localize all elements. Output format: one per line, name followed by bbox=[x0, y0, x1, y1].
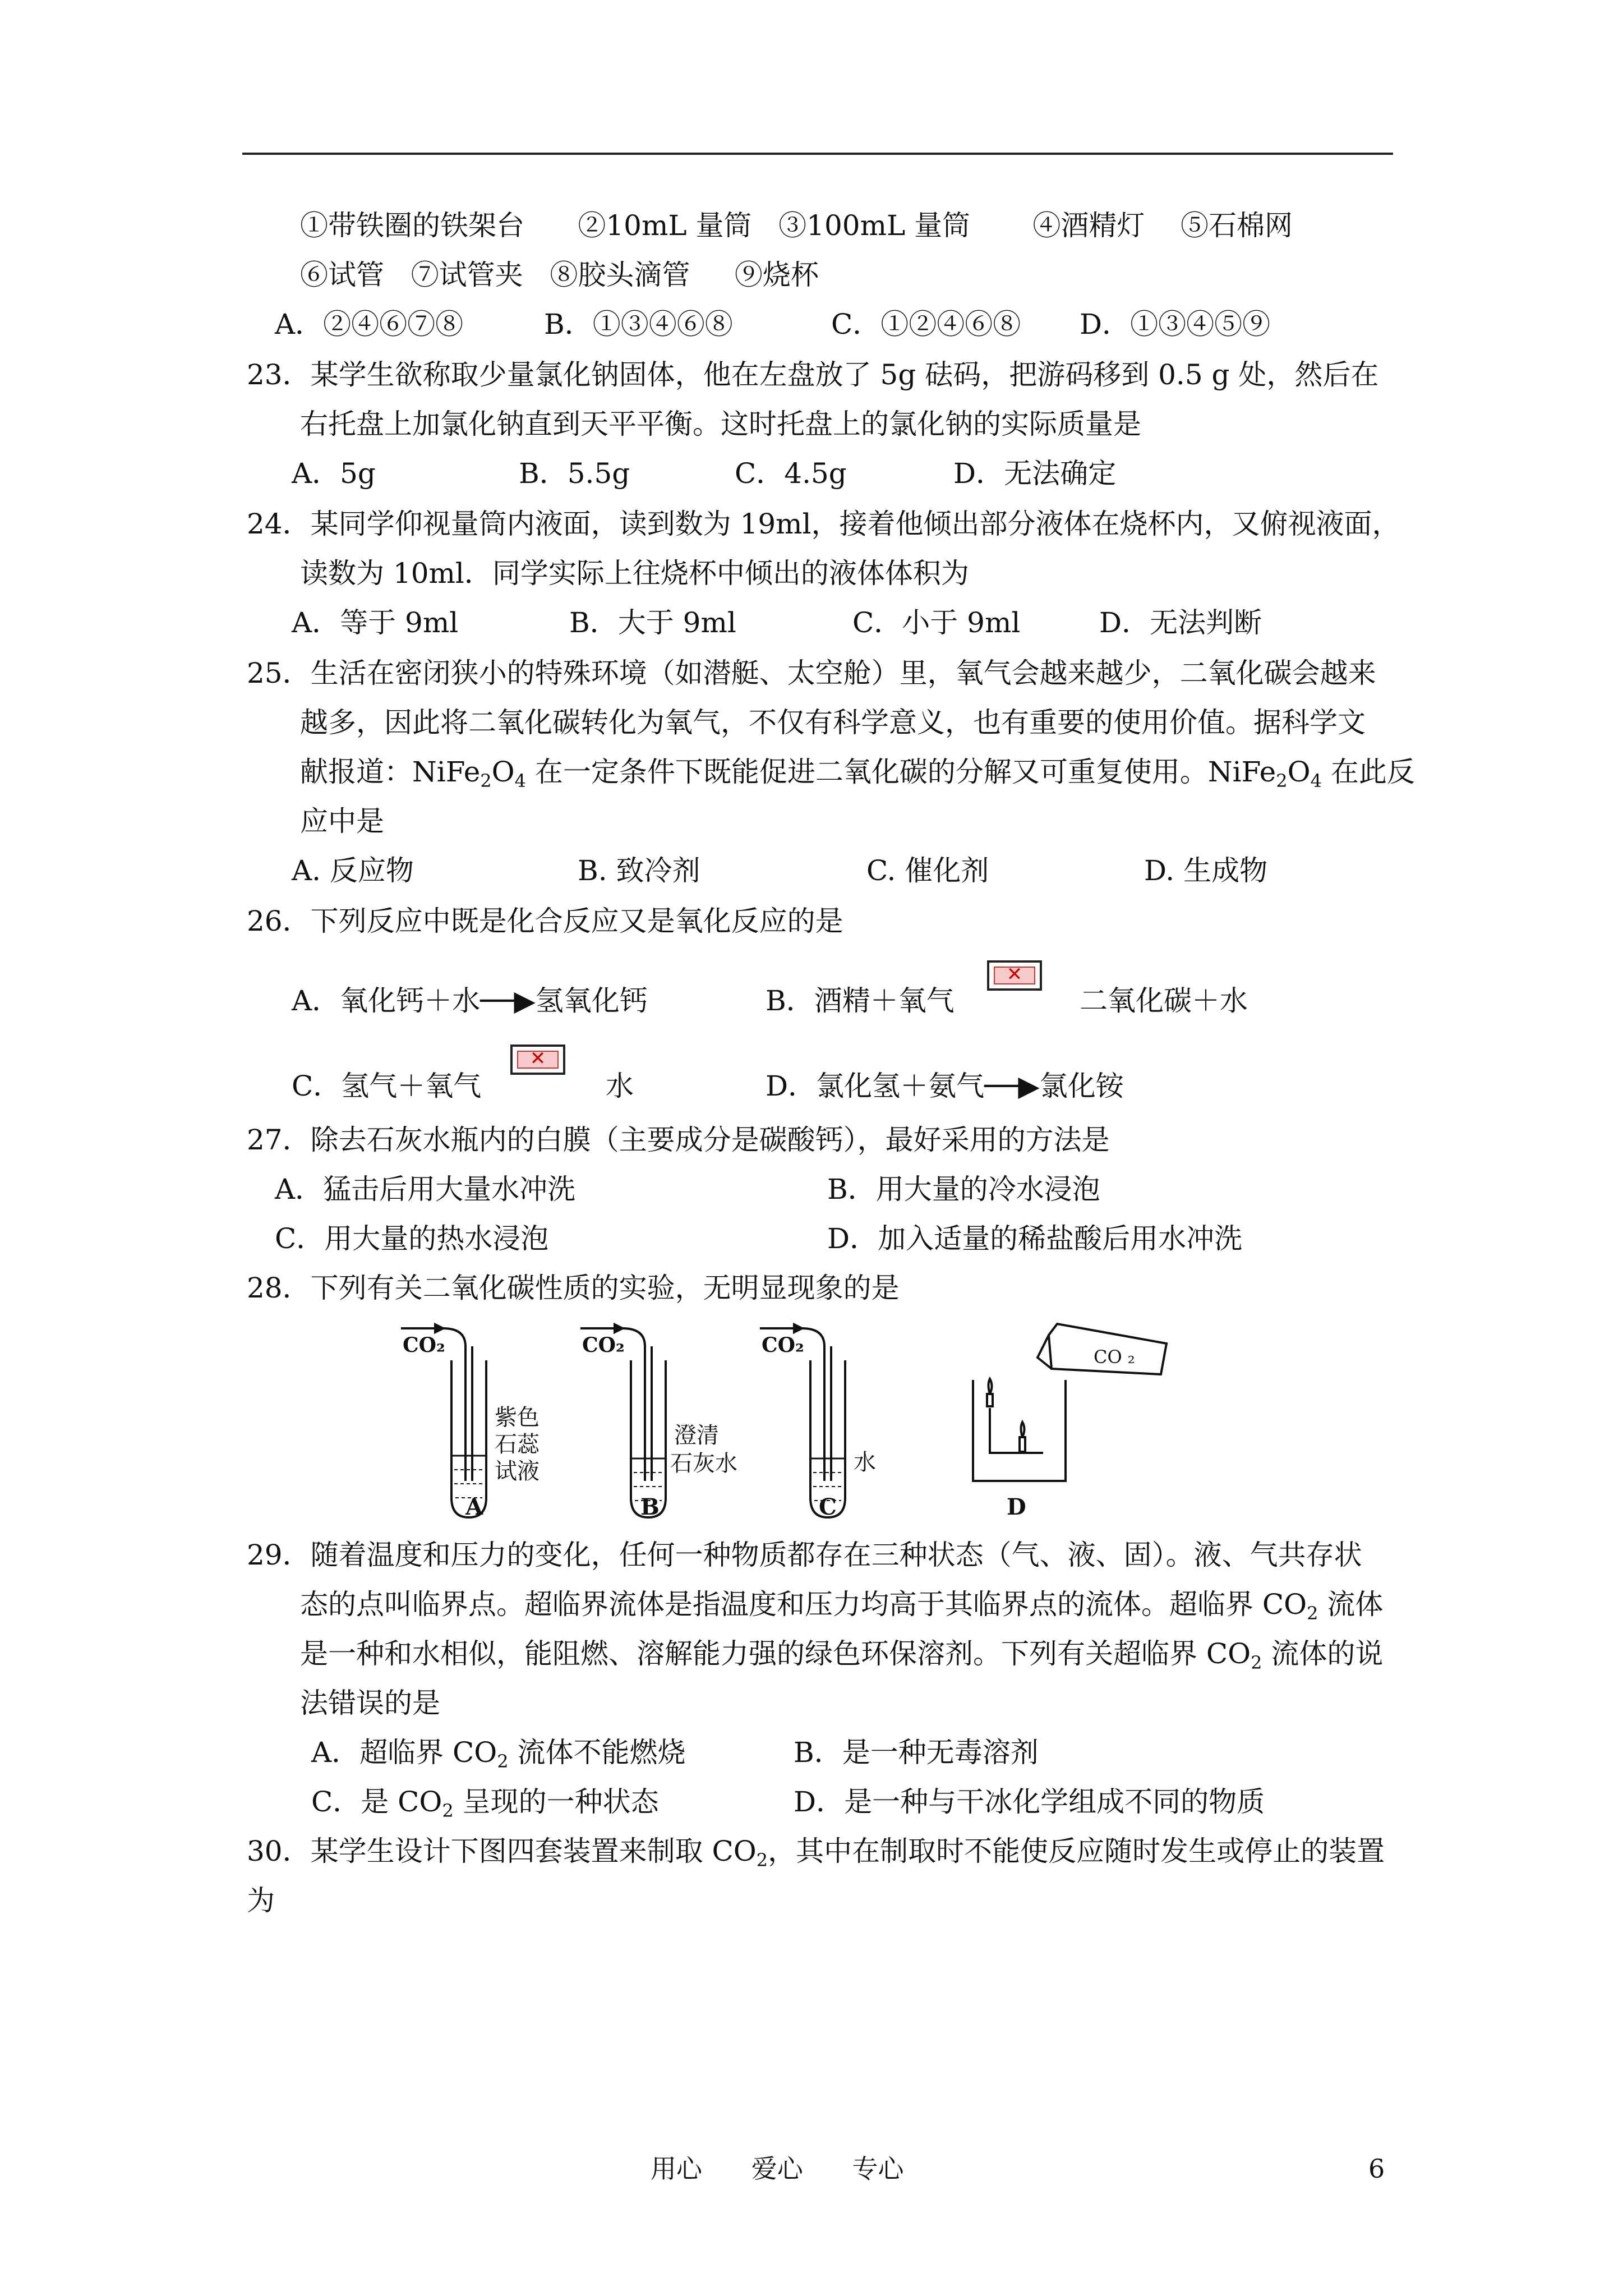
q29-line3-tail: 流体的说 bbox=[1262, 1637, 1384, 1670]
liquid-label-b1: 澄清 bbox=[674, 1423, 719, 1448]
label-c: C bbox=[819, 1494, 837, 1520]
q26-option-c-left: C．氢气＋氧气 bbox=[292, 1070, 482, 1102]
q25-option-a: A. 反应物 bbox=[292, 854, 414, 887]
q23-stem-line1: 23．某学生欲称取少量氯化钠固体，他在左盘放了 5g 砝码，把游码移到 0.5 g 处，然后在 bbox=[247, 358, 1379, 391]
q30-stem-line2: 为 bbox=[247, 1884, 275, 1917]
q29-sub: 2 bbox=[1307, 1603, 1318, 1624]
label-a: A bbox=[465, 1494, 483, 1520]
q25-sub-2: 2 bbox=[480, 770, 492, 792]
arrow-head bbox=[615, 1324, 623, 1332]
footer-motto: 用心 爱心 专心 bbox=[651, 2154, 904, 2184]
q29-stem-line1: 29．随着温度和压力的变化，任何一种物质都存在三种状态（气、液、固）。液、气共存状 bbox=[247, 1539, 1362, 1571]
liquid-label-b2: 石灰水 bbox=[670, 1451, 737, 1476]
q26-stem: 26．下列反应中既是化合反应又是氧化反应的是 bbox=[247, 905, 843, 937]
label-b: B bbox=[640, 1494, 660, 1520]
q25-option-c: C. 催化剂 bbox=[866, 854, 989, 887]
q23-option-a: A．5g bbox=[292, 457, 376, 490]
header-rule bbox=[242, 153, 1393, 155]
q28-apparatus-figure bbox=[387, 1313, 1217, 1520]
gas-label-a: CO₂ bbox=[403, 1333, 445, 1357]
liquid-label-a1: 紫色 bbox=[495, 1405, 540, 1430]
gas-label-c: CO₂ bbox=[762, 1333, 804, 1357]
candle-flame-upper bbox=[989, 1379, 992, 1394]
q25-text-c: 在一定条件下既能促进二氧化碳的分解又可重复使用。NiFe bbox=[526, 756, 1276, 788]
liquid-label-a3: 试液 bbox=[495, 1458, 540, 1484]
q27-option-c: C．用大量的热水浸泡 bbox=[275, 1222, 549, 1255]
apparatus-a bbox=[401, 1324, 540, 1520]
q23-option-b: B．5.5g bbox=[519, 457, 630, 490]
q22-options bbox=[0, 306, 1623, 342]
q25-text-e: 在此反 bbox=[1321, 756, 1415, 788]
q26-option-c-right: 水 bbox=[606, 1070, 634, 1102]
delivery-tube-a bbox=[443, 1328, 465, 1481]
q24-option-a: A．等于 9ml bbox=[292, 606, 459, 639]
q24-stem-line2: 读数为 10ml．同学实际上往烧杯中倾出的液体体积为 bbox=[300, 557, 969, 590]
q22-items-line2: ⑥试管 ⑦试管夹 ⑧胶头滴管 ⑨烧杯 bbox=[300, 259, 819, 291]
q28-stem: 28．下列有关二氧化碳性质的实验，无明显现象的是 bbox=[247, 1272, 900, 1304]
q25-sub-4: 4 bbox=[514, 770, 527, 792]
q29-option-c bbox=[311, 1784, 659, 1820]
q26-option-a: A．氧化钙＋水──▶氢氧化钙 bbox=[292, 984, 648, 1017]
q24-option-b: B．大于 9ml bbox=[569, 606, 736, 639]
q29-option-c-text: C．是 CO bbox=[311, 1786, 442, 1818]
q30-line1-text: 30．某学生设计下图四套装置来制取 CO bbox=[247, 1835, 757, 1867]
q25-text-b: O bbox=[491, 756, 515, 788]
q22-option-b: B．①③④⑥⑧ bbox=[544, 308, 733, 341]
q26-option-b-right: 二氧化碳＋水 bbox=[1080, 984, 1248, 1017]
q29-option-d: D．是一种与干冰化学组成不同的物质 bbox=[794, 1786, 1265, 1818]
q25-sub-2b: 2 bbox=[1276, 770, 1288, 792]
q29-option-a bbox=[311, 1734, 686, 1770]
q24-option-d: D．无法判断 bbox=[1099, 606, 1262, 639]
q23-stem-line2: 右托盘上加氯化钠直到天平平衡。这时托盘上的氯化钠的实际质量是 bbox=[300, 408, 1141, 440]
arrow-head bbox=[435, 1324, 443, 1332]
q29-option-b: B．是一种无毒溶剂 bbox=[794, 1736, 1039, 1769]
q25-stem-line2: 越多，因此将二氧化碳转化为氧气，不仅有科学意义，也有重要的使用价值。据科学文 bbox=[300, 706, 1366, 739]
missing-image-icon bbox=[510, 1045, 565, 1075]
q29-sub: 2 bbox=[497, 1751, 509, 1772]
q26-option-b-left: B．酒精＋氧气 bbox=[766, 984, 955, 1017]
q23-option-c: C．4.5g bbox=[735, 457, 847, 490]
q29-sub: 2 bbox=[442, 1800, 454, 1821]
q29-line3-text: 是一种和水相似，能阻燃、溶解能力强的绿色环保溶剂。下列有关超临界 CO bbox=[300, 1637, 1251, 1670]
q25-text-d: O bbox=[1287, 756, 1311, 788]
liquid-label-c: 水 bbox=[854, 1450, 876, 1475]
q27-option-d: D．加入适量的稀盐酸后用水冲洗 bbox=[827, 1222, 1243, 1255]
candle-lower bbox=[1020, 1437, 1025, 1452]
q26-option-d: D．氯化氢＋氨气──▶氯化铵 bbox=[766, 1070, 1124, 1102]
q23-option-d: D．无法确定 bbox=[953, 457, 1117, 490]
q29-stem-line2 bbox=[300, 1586, 1383, 1622]
q24-stem-line1: 24．某同学仰视量筒内液面，读到数为 19ml，接着他倾出部分液体在烧杯内，又俯视液面， bbox=[247, 508, 1400, 540]
apparatus-b bbox=[580, 1324, 737, 1520]
q27-option-a: A．猛击后用大量水冲洗 bbox=[275, 1173, 576, 1205]
q25-stem-line4: 应中是 bbox=[300, 805, 384, 838]
apparatus-c bbox=[760, 1324, 876, 1520]
q25-options bbox=[0, 853, 1623, 889]
q23-options bbox=[0, 455, 1623, 491]
q30-line1-tail: ，其中在制取时不能使反应随时发生或停止的装置 bbox=[768, 1835, 1385, 1867]
q30-sub: 2 bbox=[756, 1849, 768, 1871]
q29-option-c-tail: 呈现的一种状态 bbox=[453, 1786, 659, 1818]
missing-image-icon bbox=[987, 960, 1042, 991]
q25-option-b: B. 致冷剂 bbox=[578, 854, 700, 887]
liquid-label-a2: 石蕊 bbox=[495, 1432, 540, 1457]
q29-line2-text: 态的点叫临界点。超临界流体是指温度和压力均高于其临界点的流体。超临界 CO bbox=[300, 1588, 1307, 1621]
q30-stem-line1 bbox=[247, 1833, 1385, 1869]
q24-option-c: C．小于 9ml bbox=[852, 606, 1021, 639]
q27-stem: 27．除去石灰水瓶内的白膜（主要成分是碳酸钙），最好采用的方法是 bbox=[247, 1124, 1110, 1156]
q25-stem-line3 bbox=[300, 754, 1415, 790]
q22-option-c: C．①②④⑥⑧ bbox=[831, 308, 1021, 341]
stair-support bbox=[990, 1408, 1043, 1453]
label-d: D bbox=[1007, 1494, 1026, 1520]
gas-label-b: CO₂ bbox=[582, 1333, 625, 1357]
q27-option-b: B．用大量的冷水浸泡 bbox=[827, 1173, 1100, 1205]
q25-text-a: 献报道：NiFe bbox=[300, 756, 481, 788]
page-number: 6 bbox=[1368, 2154, 1385, 2184]
apparatus-d bbox=[973, 1324, 1166, 1520]
q25-stem-line1: 25．生活在密闭狭小的特殊环境（如潜艇、太空舱）里，氧气会越来越少，二氧化碳会越来 bbox=[247, 657, 1376, 689]
q24-options bbox=[0, 605, 1623, 641]
q29-sub: 2 bbox=[1251, 1652, 1262, 1673]
q29-stem-line3 bbox=[300, 1636, 1383, 1672]
bottle-label: CO ₂ bbox=[1094, 1346, 1135, 1368]
q29-stem-line4: 法错误的是 bbox=[300, 1687, 440, 1719]
q25-sub-4b: 4 bbox=[1310, 770, 1322, 792]
q29-line2-tail: 流体 bbox=[1318, 1588, 1384, 1621]
candle-upper bbox=[987, 1394, 993, 1406]
q22-items-line1: ①带铁圈的铁架台 ②10mL 量筒 ③100mL 量筒 ④酒精灯 ⑤石棉网 bbox=[300, 209, 1293, 242]
candle-flame-lower bbox=[1021, 1422, 1025, 1437]
arrow-head bbox=[794, 1324, 802, 1332]
q22-option-a: A．②④⑥⑦⑧ bbox=[275, 308, 464, 341]
q25-option-d: D. 生成物 bbox=[1144, 854, 1268, 887]
q29-option-a-text: A．超临界 CO bbox=[311, 1736, 497, 1769]
q29-option-a-tail: 流体不能燃烧 bbox=[508, 1736, 686, 1769]
q22-option-d: D．①③④⑤⑨ bbox=[1080, 308, 1271, 341]
